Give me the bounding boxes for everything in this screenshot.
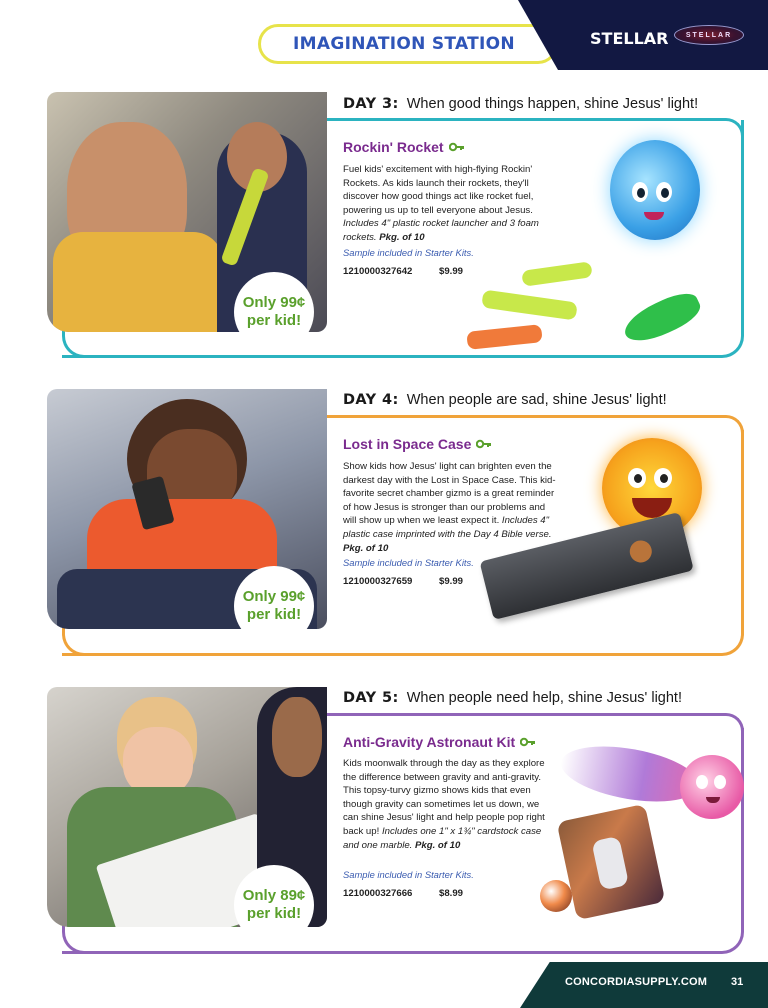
day-theme: When people need help, shine Jesus' light! [406, 690, 682, 706]
desc-includes: Includes 4" plastic rocket launcher and 3 foam rockets. [343, 218, 539, 243]
desc-includes: Includes one 1" x 1¾" cardstock case and one marble. [343, 825, 542, 851]
key-icon [520, 736, 536, 748]
day-theme: When good things happen, shine Jesus' light! [406, 96, 699, 112]
product-description [343, 757, 553, 852]
product-title-anti-gravity-astronaut-kit [343, 734, 536, 750]
desc-main: Show kids how Jesus' light can brighten even the darkest day with the Lost in Space Case. This kid-favorite secret chamber gizmo is a great reminder of how Jesus is stronger than our problems and will show up when we least expect it. [343, 461, 556, 527]
badge-line-2: per kid! [246, 312, 302, 329]
day-theme: When people are sad, shine Jesus' light! [406, 392, 667, 408]
day-4-heading [343, 392, 667, 408]
product-description [343, 163, 559, 245]
price: $9.99 [439, 576, 464, 587]
sku-number: 1210000327666 [343, 888, 413, 899]
sample-note: Sample included in Starter Kits. [343, 247, 474, 258]
desc-pkg: Pkg. of 10 [415, 839, 461, 851]
brand-name: STELLAR [590, 29, 669, 48]
product-title-text: Rockin' Rocket [343, 139, 444, 155]
sku-number: 1210000327642 [343, 266, 413, 277]
badge-line-1: Only 89¢ [242, 887, 306, 904]
desc-pkg: Pkg. of 10 [379, 231, 425, 243]
day-5-price-badge [234, 865, 314, 945]
product-title-text: Lost in Space Case [343, 436, 472, 452]
price: $9.99 [439, 266, 464, 277]
product-title-lost-in-space-case [343, 436, 492, 452]
day-3-heading [343, 96, 698, 112]
key-icon [449, 141, 465, 153]
product-title-text: Anti-Gravity Astronaut Kit [343, 734, 516, 750]
rocket-character-art [590, 140, 710, 270]
desc-main: Kids moonwalk through the day as they explore the difference between gravity and anti-gravity. This topsy-turvy gizmo shows kids that even though gravity can sometimes let us down, we can shine Jesus' light and help people pop right back up! [343, 758, 545, 837]
badge-line-2: per kid! [246, 905, 302, 922]
footer-website[interactable]: CONCORDIASUPPLY.COM [565, 976, 708, 988]
badge-line-1: Only 99¢ [242, 588, 306, 605]
price: $8.99 [439, 888, 464, 899]
badge-line-2: per kid! [246, 606, 302, 623]
stellar-logo-text: STELLAR [685, 31, 733, 39]
day-4-price-badge [234, 566, 314, 646]
day-label: DAY 3: [343, 96, 399, 112]
day-3-price-badge [234, 272, 314, 352]
sample-note: Sample included in Starter Kits. [343, 557, 474, 568]
desc-includes: Includes 4" plastic case imprinted with the Day 4 Bible verse. [343, 515, 552, 540]
product-title-rockin-rocket [343, 139, 465, 155]
desc-pkg: Pkg. of 10 [343, 542, 389, 554]
sample-note: Sample included in Starter Kits. [343, 869, 474, 880]
badge-line-1: Only 99¢ [242, 294, 306, 311]
day-5-heading [343, 690, 682, 706]
page-title: IMAGINATION STATION [293, 34, 515, 54]
desc-main: Fuel kids' excitement with high-flying Rockin' Rockets. As kids launch their rockets, they'll discover how good things act like rocket fuel, powering us up to tell everyone about Jesus. [343, 164, 534, 216]
day-label: DAY 4: [343, 392, 399, 408]
day-label: DAY 5: [343, 690, 399, 706]
day-3-frame-top [327, 118, 744, 138]
stellar-logo [674, 25, 744, 45]
product-description [343, 460, 559, 555]
sku-number: 1210000327659 [343, 576, 413, 587]
marble-art [540, 880, 572, 912]
rocket-launcher-art [462, 262, 712, 362]
key-icon [476, 438, 492, 450]
page-number: 31 [731, 976, 744, 988]
